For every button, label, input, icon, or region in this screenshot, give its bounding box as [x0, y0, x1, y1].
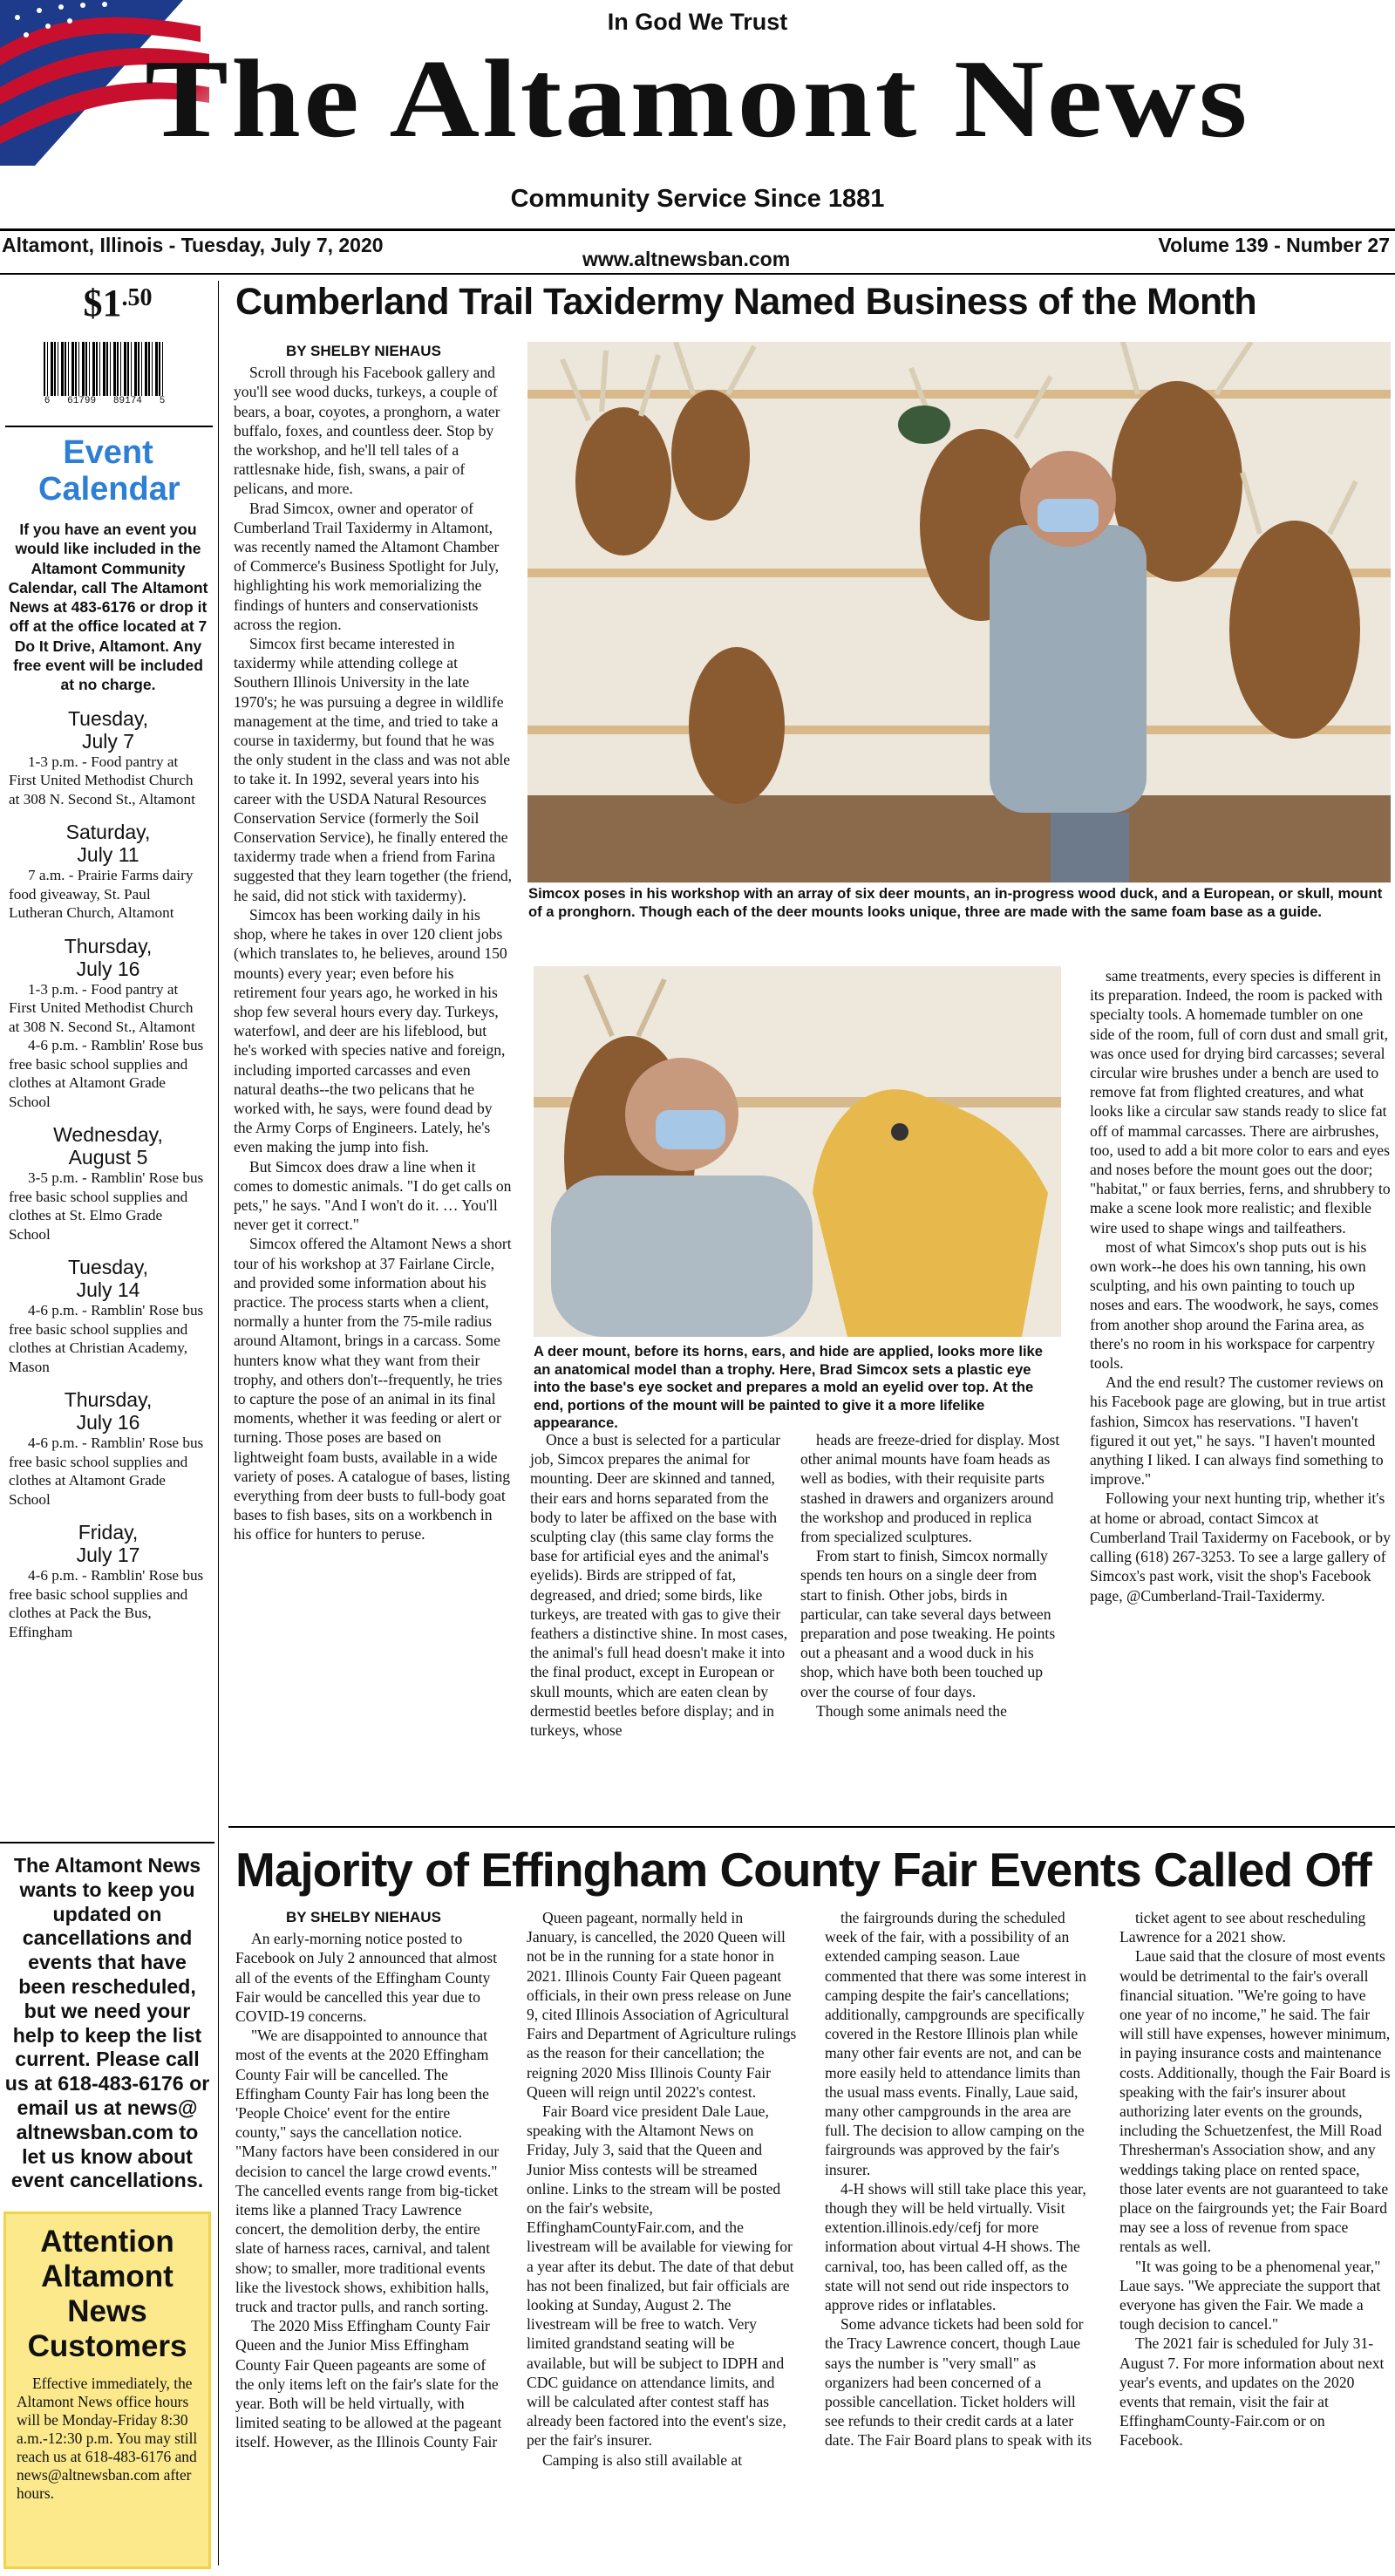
event-day-date: July 7 [81, 729, 135, 753]
story1-col2 [530, 1430, 788, 1740]
paragraph: Queen pageant, normally held in January, is cancelled, the 2020 Queen will not be in the running for a state honor in 2021. Illinois County Fair Queen pageant officials, in their own press release on June 9, cited Illinois Association of Agricultural Fairs and Department of Agriculture rulings as the reason for their cancellation; the reigning 2020 Miss Illinois County Fair Queen will reign until 2022's contest. [527, 1909, 797, 2101]
notice-text: The Altamont News wants to keep you updated on cancellations and events that have been rescheduled, but we need your help to keep the list current. Please call us at 618-483-6176 or email us at news@ altnewsban.com to let us know about event cancellations. [4, 1854, 210, 2192]
event-calendar [3, 434, 213, 1641]
event-day-date: July 14 [76, 1278, 140, 1302]
masthead-subtitle: Community Service Since 1881 [510, 185, 885, 213]
paragraph: Scroll through his Facebook gallery and you'll see wood ducks, turkeys, a couple of bears, a boar, coyotes, a pronghorn, a water buffalo, foxes, and countless deer. Stop by the workshop, and he'll tell tales of a rattlesnake hide, fish, swans, a pair of pelicans, and more. [234, 364, 500, 498]
caption-photo2: A deer mount, before its horns, ears, and hide are applied, looks more like an anatomical model than a trophy. Here, Brad Simcox sets a plastic eye into the base's eye socket and prepares a mold an eyelid over top. At the end, portions of the mount will be painted to give it a more lifelike appearance. [534, 1343, 1044, 1431]
attention-box [3, 2211, 211, 2569]
event-day: Thursday, [64, 1388, 153, 1412]
masthead-rule-bottom [0, 273, 1395, 275]
event-day-date: July 16 [76, 1411, 140, 1435]
event-calendar-intro: If you have an event you would like included in the Altamont Community Calendar, call The Altamont News at 483-6176 or drop it off at the office located at 7 Do It Drive, Altamont. Any free event will be included at no charge. [8, 521, 208, 694]
photo-taxidermy-workshop [527, 342, 1391, 883]
paragraph: the fairgrounds during the scheduled week of the fair, with a possibility of an extended camping season. Laue commented that there was some interest in camping despite the fair's cancellations; additionally, campgrounds are specifically covered in the Restore Illinois plan while many other fair events are not, and can be more easily held to attendance limits than the usual mass events. Finally, Laue said, many other campgrounds in the area are full. The decision to allow camping on the fairgrounds was approved by the fair's insurer. [825, 1909, 1086, 2178]
paragraph: Though some animals need the [816, 1701, 1007, 1720]
attention-title: Attention Altamont News Customers [27, 2225, 187, 2363]
event-date [9, 707, 208, 753]
paragraph: Fair Board vice president Dale Laue, speaking with the Altamont News on Friday, July 3, said that the Queen and Junior Miss contests will be streamed online. Links to the stream will be posted on the fair's website, EffinghamCountyFair.com, and the livestream will be available for viewing for a year after its debut. The date of that debut has not been finalized, but fair officials are looking at Sunday, August 2. The livestream will be free to watch. Very limited grandstand seating will be available, but will be subject to IDPH and CDC guidance on attendance limits, and will be calculated after contest staff has already been factored into the event's size, per the fair's insurer. [527, 2102, 794, 2450]
event-item: 4-6 p.m. - Ramblin' Rose bus free basic school supplies and clothes at Altamont Grade School [9, 1037, 204, 1110]
paragraph: ticket agent to see about rescheduling Lawrence for a 2021 show. [1119, 1909, 1366, 1946]
masthead-motto: In God We Trust [607, 9, 788, 35]
event-date [9, 935, 208, 980]
event-day: Thursday, [64, 934, 153, 957]
event-date [9, 1123, 208, 1169]
volume-number: Volume 139 - Number 27 [1158, 234, 1390, 256]
story2-col1 [235, 1908, 502, 2452]
paragraph: Brad Simcox, owner and operator of Cumberland Trail Taxidermy in Altamont, was recently named the Altamont Chamber of Commerce's Business Spotlight for July, highlighting his work memorializing the findings of hunters and conservationists across the region. [234, 499, 500, 633]
paragraph: But Simcox does draw a line when it comes to domestic animals. "I do get calls on pets," he says. "And I won't do it. … You'll never get it correct." [234, 1157, 512, 1234]
sidebar-rule [5, 426, 213, 427]
event-item: 1-3 p.m. - Food pantry at First United Methodist Church at 308 N. Second St., Altamont [9, 980, 195, 1035]
story1-col3 [800, 1430, 1060, 1721]
story1-byline: BY SHELBY NIEHAUS [286, 343, 441, 359]
story1-col4 [1090, 966, 1391, 1605]
event-item: 1-3 p.m. - Food pantry at First United Methodist Church at 308 N. Second St., Altamont [9, 753, 195, 808]
paragraph: From start to finish, Simcox normally spends ten hours on a single deer from start to finish. Other jobs, birds in particular, can take several days between preparation and pose tweaking. He points out a pheasant and a wood duck in his shop, which have both been touched up over the course of four days. [800, 1547, 1056, 1700]
paragraph: Laue said that the closure of most events would be detrimental to the fair's overall financial situation. "We're going to have one year of no income," he said. The fair will still have expenses, however minimum, in paying insurance costs and maintenance costs. Additionally, though the Fair Board is speaking with the fair's insurer about authorizing later events on the grounds, including the Schuetzenfest, the Mill Road Thresherman's Association show, and any weddings taking place on rented space, those later events are not guaranteed to take place on the fairgrounds yet; the Fair Board may see a loss of revenue from space rentals as well. [1119, 1947, 1391, 2256]
event-item: 4-6 p.m. - Ramblin' Rose bus free basic school supplies and clothes at Altamont Grade School [9, 1435, 204, 1508]
paragraph: "We are disappointed to announce that most of the events at the 2020 Effingham County Fair will be cancelled. The Effingham County Fair has long been the 'People Choice' event for the entire county," says the cancellation notice. "Many factors have been considered in our decision to cancel the large crowd events." The cancelled events range from big-ticket items like a planned Tracy Lawrence concert, the demolition derby, the entire slate of harness races, carnival, and talent show; to smaller, more traditional events like the livestock shows, exhibition halls, truck and tractor pulls, and ranch sorting. [235, 2027, 500, 2316]
event-date [9, 1388, 208, 1434]
event-item: 3-5 p.m. - Ramblin' Rose bus free basic school supplies and clothes at St. Elmo Grade School [9, 1169, 204, 1243]
paragraph: Following your next hunting trip, whether it's at home or abroad, contact Simcox at Cumberland Trail Taxidermy on Facebook, or by calling (618) 267-3253. To see a large gallery of Simcox's past work, visit the shop's Facebook page, @Cumberland-Trail-Taxidermy. [1090, 1489, 1391, 1605]
price-box [52, 281, 183, 325]
price-dollar: $1 [83, 282, 122, 324]
event-calendar-title: Event Calendar [38, 434, 180, 508]
price-cents: .50 [121, 284, 153, 311]
event-date [9, 1256, 208, 1301]
story2-byline: BY SHELBY NIEHAUS [286, 1909, 441, 1925]
notice-box [0, 1842, 214, 2193]
barcode [44, 342, 166, 412]
event-item: 4-6 p.m. - Ramblin' Rose bus free basic school supplies and clothes at Christian Academy, Mason [9, 1302, 204, 1375]
event-day: Saturday, [65, 821, 151, 844]
paragraph: same treatments, every species is different in its preparation. Indeed, the room is packed with specialty tools. A homemade tumbler on one side of the room, full of corn dust and small grit, was once used for drying bird carcasses; several circular wire brushes under a bench are used to remove fat from flighted creatures, and what looks like a circular saw stands ready to slice fat off of mammal carcasses. There are airbrushes, too, used to add a bit more color to ears and eyes and noses before the mount goes out the door; "habitat," or faux berries, ferns, and shrubbery to make a scene look more realistic; and flexible wire used to shape wings and tailfeathers. [1090, 967, 1391, 1237]
attention-body: Effective immediately, the Altamont News office hours will be Monday-Friday 8:30 a.m.-12:30 p.m. You may still reach us at 618-483-6176 and news@altnewsban.com after hours. [17, 2375, 198, 2502]
event-item: 4-6 p.m. - Ramblin' Rose bus free basic school supplies and clothes at Pack the Bus, Effingham [9, 1567, 204, 1640]
paragraph: Once a bust is selected for a particular job, Simcox prepares the animal for mounting. Deer are skinned and tanned, their ears and horns separated from the body to later be affixed on the base with sculpting clay (this same clay forms the base for artificial eyes and the animal's eyelids). Birds are stripped of fat, degreased, and dried; some birds, like turkeys, are treated with gas to give their feathers a distinctive shine. In most cases, the animal's full head doesn't make it into the final product, except in European or skull mounts, which are eaten clean by dermestid beetles before display; and in turkeys, whose [530, 1431, 788, 1740]
event-day-date: July 17 [76, 1544, 140, 1567]
barcode-digits: 6 61799 89174 5 [44, 396, 166, 406]
event-list [3, 707, 213, 1642]
dateline: Altamont, Illinois - Tuesday, July 7, 2020 [2, 234, 384, 256]
photo-deer-mount [534, 966, 1061, 1337]
event-day: Tuesday, [67, 706, 149, 730]
event-day-date: August 5 [68, 1146, 148, 1169]
paragraph: most of what Simcox's shop puts out is his own work--he does his own tanning, his own sculpting, and his own painting to touch up noses and ears. The woodwork, he says, comes from another shop around the Farina area, as there's no room in his workspace for carpentry tools. [1090, 1237, 1378, 1373]
paragraph: Simcox has been working daily in his shop, where he takes in over 120 client jobs (which translates to, he believes, around 150 mounts) every year; even before his retirement four years ago, he worked in his shop few several hours every day. Turkeys, waterfowl, and deer are his lifeblood, but he's worked with species native and foreign, including imported carcasses and even natural deaths--the two pelicans that he worked with, he says, were found dead by the Army Corps of Engineers. Lately, he's even making the jump into fish. [234, 905, 507, 1156]
column-divider [218, 281, 219, 2566]
paragraph: Simcox first became interested in taxidermy while attending college at Southern Illinois University in the late 1970's; he was pursuing a degree in wildlife management at the time, and tried to take a course in taxidermy, but found that he was the only student in the class and was not able to take it. In 1992, several years into his career with the USDA Natural Resources Conservation Service (formerly the Soil Conservation Service), he finally entered the taxidermy trade when a friend from Farina suggested that they learn together (the friend, he said, did not stick with taxidermy). [234, 635, 513, 904]
event-day: Tuesday, [67, 1256, 149, 1279]
paragraph: 4-H shows will still take place this year, though they will be held virtually. Visit extention.illinois.edy/cefj for more information about virtual 4-H shows. The carnival, too, has been called off, as the state will not send out ride inspectors to approve rides or inflatables. [825, 2179, 1086, 2314]
paragraph: An early-morning notice posted to Facebook on July 2 announced that almost all of the events of the Effingham County Fair would be cancelled this year due to COVID-19 concerns. [235, 1930, 498, 2026]
story2-headline: Majority of Effingham County Fair Events Called Off [235, 1843, 1371, 1897]
paragraph: "It was going to be a phenomenal year," Laue says. "We appreciate the support that everyone has given the Fair. We made a tough decision to cancel." [1119, 2257, 1381, 2334]
paragraph: And the end result? The customer reviews on his Facebook page are glowing, but in true artist fashion, Simcox has reservations. "I haven't figured it out yet," he says. "I haven't mounted anything I liked. I can always find something to improve." [1090, 1373, 1386, 1489]
event-day-date: July 11 [77, 843, 140, 867]
event-day-date: July 16 [76, 957, 140, 980]
paragraph: Simcox offered the Altamont News a short tour of his workshop at 37 Fairlane Circle, and provided some information about his practice. The process starts when a client, normally a hunter from the 75-mile radius around Altamont, brings in a carcass. Some hunters know what they want from their trophy, and others don't--frequently, he tries to capture the pose of an animal in its final moments, whether it was feeding or alert or turning. Those poses are based on lightweight foam busts, available in a wide variety of poses. A catalogue of bases, listing everything from deer busts to full-body goat bases to fish bases, sits on a workbench in his office for hunters to peruse. [234, 1235, 512, 1544]
paragraph: Camping is also still available at [542, 2450, 743, 2469]
event-day: Wednesday, [53, 1123, 163, 1147]
paragraph: heads are freeze-dried for display. Most other animal mounts have foam heads as well as bodies, with their requisite parts stashed in drawers and organizers around the workshop and produced in replica from specialized sculptures. [800, 1431, 1060, 1546]
story1-headline: Cumberland Trail Taxidermy Named Business of the Month [235, 281, 1257, 323]
masthead-rule-top [0, 228, 1395, 231]
paragraph: The 2021 fair is scheduled for July 31-August 7. For more information about next year's events, and updates on the 2020 events that remain, visit the fair at EffinghamCounty-Fair.com or on Facebook. [1119, 2334, 1385, 2450]
caption-photo1: Simcox poses in his workshop with an array of six deer mounts, an in-progress wood duck, and a European, or skull, mount of a pronghorn. Though each of the deer mounts looks unique, three are made with the same foam base as a guide. [528, 885, 1383, 920]
event-date [9, 821, 208, 866]
story2-col3 [825, 1908, 1095, 2450]
story2-col4 [1119, 1908, 1392, 2450]
story2-col2 [527, 1908, 797, 2470]
event-date [9, 1521, 208, 1566]
website[interactable]: www.altnewsban.com [582, 248, 791, 270]
story1-col1 [234, 342, 513, 1544]
paragraph: The 2020 Miss Effingham County Fair Queen and the Junior Miss Effingham County Fair Queen pageants are some of the only items left on the fair's slate for the year. Both will be held virtually, with limited seating to be allowed at the pageant itself. However, as the Illinois County Fair [235, 2317, 502, 2451]
masthead-title: The Altamont News [145, 37, 1250, 160]
event-item: 7 a.m. - Prairie Farms dairy food giveaway, St. Paul Lutheran Church, Altamont [9, 867, 194, 922]
story-divider [228, 1826, 1395, 1828]
event-day: Friday, [78, 1521, 139, 1544]
paragraph: Some advance tickets had been sold for the Tracy Lawrence concert, though Laue says the number is "very small" as organizers had been concerned of a possible cancellation. Ticket holders will see refunds to their credit cards at a later date. The Fair Board plans to speak with its [825, 2315, 1092, 2450]
